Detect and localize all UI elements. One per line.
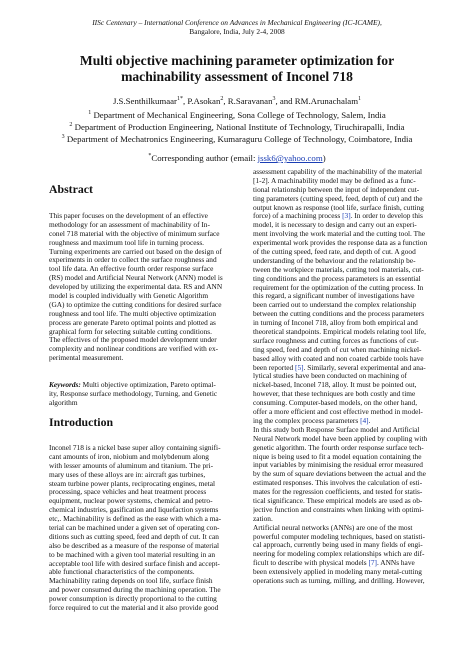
body-line: jective function and constraints when linking with optimi- <box>253 505 424 514</box>
paper-title-line1: Multi objective machining parameter optimization for <box>79 53 395 68</box>
body-line: zation. <box>253 514 273 523</box>
body-line: ting conditions and the process parameters is an essential <box>253 274 421 283</box>
body-line: in turning of Inconel 718, alloy from both empirical and <box>253 319 418 328</box>
keywords-line: Keywords: Multi objective optimization, Pareto optimal- <box>49 381 216 389</box>
introduction-line: Machinability rating depends on tool life, surface finish <box>49 577 213 586</box>
abstract-line: (GA) to optimize the cutting conditions for desired surface <box>49 300 222 309</box>
introduction-line: ditions such as cutting speed, feed and depth of cut. It can <box>49 532 219 541</box>
introduction-heading: Introduction <box>49 415 114 429</box>
introduction-line: acceptable tool life with desired surface finish and accept- <box>49 559 220 568</box>
body-line: genetic algorithm. The fourth order response surface tech- <box>253 443 424 452</box>
body-line: powerful computer modeling techniques, based on statisti- <box>253 532 425 541</box>
body-line: been extensively applied in modeling many metal-cutting <box>253 568 422 577</box>
keywords-label: Keywords: <box>49 381 81 389</box>
body-line: In this study both Response Surface model and Artificial <box>253 425 420 434</box>
paper-title-line2: machinability assessment of Inconel 718 <box>121 69 353 84</box>
abstract-heading: Abstract <box>49 182 93 196</box>
body-line: lytical studies have been conducted on machining of <box>253 372 407 381</box>
body-line: ing the complex process parameters [4]. <box>253 416 371 425</box>
abstract-line: conel 718 material with the objective of minimum surface <box>49 229 220 238</box>
abstract-line: roughness and maximum tool life in turning process. <box>49 238 205 247</box>
body-line: consuming. Computer-based models, on the other hand, <box>253 399 418 408</box>
body-line: this regard, a significant number of investigations have <box>253 292 415 301</box>
abstract-line: developed by utilizing the experimental data. RS and ANN <box>49 283 223 292</box>
body-line: force) of a machining process [3]. In order to develop this <box>253 212 423 221</box>
introduction-line: cant amounts of iron, niobium and molybdenum along <box>49 452 209 461</box>
abstract-line: tool life data. An effective fourth order response surface <box>49 265 214 274</box>
body-line: ment involving the work material and the cutting tool. The <box>253 230 425 239</box>
body-line: been reported [5]. Similarly, several experimental and ana- <box>253 363 426 372</box>
body-line: understanding of the behaviour and the relationship be- <box>253 256 416 265</box>
corresponding-author: *Corresponding author (email: jssk6@yahoo.com) <box>148 152 326 163</box>
body-line: nique is being used to fit a model equation containing the <box>253 452 422 461</box>
abstract-line: model is coupled individually with Genetic Algorithm <box>49 292 209 301</box>
body-line: experimental work provides the response data as a function <box>253 239 428 248</box>
abstract-line: methodology for an assessment of machinability of In- <box>49 220 210 229</box>
introduction-line: power consumption is directly proportional to the cutting <box>49 595 217 604</box>
body-line: [1-2]. A machinability model may be defined as a func- <box>253 176 416 185</box>
body-line: ting speed, feed and depth of cut when machining nickel- <box>253 345 422 354</box>
introduction-line: force required to cut the material and it also provide good <box>49 604 219 613</box>
body-line: by the sum of square deviations between the actual and the <box>253 470 426 479</box>
body-line: offer a more efficient and cost effective method in model- <box>253 408 423 417</box>
body-line: Artificial neural networks (ANNs) are one of the most <box>253 523 413 532</box>
citation-link[interactable]: [7] <box>368 559 378 568</box>
introduction-line: to be machined with a given tool material resulting in an <box>49 550 216 559</box>
introduction-line: chemical industries, gasification and liquefaction systems <box>49 506 219 515</box>
abstract-line: process are generate Pareto optimal points and plotted as <box>49 318 216 327</box>
body-line: model, it is necessary to design and carry out an experi- <box>253 221 417 230</box>
conference-header-line1: IISc Centenary – International Conference on Advances in Mechanical Engineering (IC-ICAME), <box>92 18 382 27</box>
body-line: requirement for the optimization of the cutting process. In <box>253 283 424 292</box>
affiliation-1: $^1$ Department of Mechanical Engineering, Sona College of Technology, Salem, India <box>88 109 386 120</box>
body-line: neering for modeling complex relationships which are dif- <box>253 550 425 559</box>
introduction-line: Inconel 718 is a nickel base super alloy containing signifi- <box>49 444 221 452</box>
conference-header-line2: Bangalore, India, July 2-4, 2008 <box>189 27 285 36</box>
body-line: surface roughness and cutting forces as functions of cut- <box>253 336 419 345</box>
introduction-line: equipment, nuclear power systems, chemical and petro- <box>49 497 213 506</box>
abstract-line: experiments in order to collect the surface roughness and <box>49 256 217 265</box>
introduction-line: mary uses of these alloys are in: aircraft gas turbines, <box>49 470 206 479</box>
body-line: ficult to describe with physical models [7]. ANNs have <box>253 559 415 568</box>
abstract-line: complexity and nonlinear conditions are verified with ex- <box>49 345 219 354</box>
body-line: input variables by minimising the residual error measured <box>253 461 423 470</box>
email-link[interactable]: jssk6@yahoo.com <box>257 153 323 163</box>
body-line: based alloy with coated and non coated carbide tools have <box>253 354 424 363</box>
body-line: tween the workpiece materials, cutting tool materials, cut- <box>253 265 424 274</box>
body-line: ting parameters (cutting speed, feed, depth of cut) and the <box>253 194 423 203</box>
body-line: output known as response (tool life, surface finish, cutting <box>253 203 424 212</box>
abstract-line: (RS) model and Artificial Neural Network (ANN) model is <box>49 274 223 283</box>
body-line: between the cutting conditions and the process parameters <box>253 310 425 319</box>
body-line: been carried out to understand the complex relationship <box>253 301 417 310</box>
abstract-line: This paper focuses on the development of an effective <box>49 212 208 220</box>
abstract-line: Turning experiments are carried out based on the design of <box>49 247 222 256</box>
introduction-line: and power consumed during the machining operation. The <box>49 586 221 595</box>
body-line: theoretical standpoints. Empirical models relating tool life, <box>253 328 426 337</box>
body-line: cal approach, currently being used in many fields of engi- <box>253 541 423 550</box>
body-line: estimated responses. This involves the calculation of esti- <box>253 479 423 488</box>
body-line: tional relationship between the input of independent cut- <box>253 185 420 194</box>
citation-link[interactable]: [3] <box>342 212 351 221</box>
keywords-line: ity, Response surface methodology, Turning, and Genetic <box>49 389 218 398</box>
abstract-line: perimental measurement. <box>49 354 124 363</box>
abstract-line: roughness and tool life. The multi objective optimization <box>49 309 217 318</box>
introduction-line: steam turbine power plants, reciprocating engines, metal <box>49 479 215 488</box>
citation-link[interactable]: [5] <box>295 363 304 372</box>
right-column-body <box>253 168 448 586</box>
body-line: operations such as turning, milling, and drilling. However, <box>253 576 425 585</box>
introduction-line: processing, space vehicles and heat treatment process <box>49 488 207 497</box>
body-line: mates for the regression coefficients, and tested for statis- <box>253 488 423 497</box>
abstract-line: The effectives of the proposed model development under <box>49 336 217 345</box>
body-line: nickel-based, Inconel 718, alloy. It must be pointed out, <box>253 381 417 390</box>
abstract-body <box>49 212 242 363</box>
abstract-line: graphical form for selecting suitable cutting conditions. <box>49 327 212 336</box>
affiliation-3: $^3$ Department of Mechatronics Engineering, Kumaraguru College of Technology, Coimbatore, India <box>61 133 413 144</box>
citation-link[interactable]: [4] <box>360 416 369 425</box>
body-line: Neural Network model have been applied by coupling with <box>253 434 428 443</box>
introduction-line: terial can be machined under a given set of operating con- <box>49 524 220 533</box>
keywords-line: algorithm <box>49 398 78 407</box>
introduction-line: with lesser amounts of aluminum and titanium. The pri- <box>49 461 214 470</box>
body-line: however, that these techniques are both costly and time <box>253 390 416 399</box>
body-line: of the cutting speed, feed rate, and depth of cut. A good <box>253 248 416 257</box>
introduction-line: also be described as a measure of the response of material <box>49 541 220 550</box>
introduction-line: etc,. Machinability is defined as the ease with which a ma- <box>49 515 222 524</box>
body-line: assessment capability of the machinability of the material <box>253 168 423 176</box>
affiliation-2: $^2$ Department of Production Engineering, National Institute of Technology, Tiruchirapalli, India <box>69 121 405 132</box>
keywords-block <box>49 381 242 408</box>
author-list: J.S.Senthilkumaar$^{1*}$, P.Asokan$^2$, R.Saravanan$^3$, and RM.Arunachalam$^1$ <box>112 95 362 106</box>
introduction-line: able functional characteristics of the components. <box>49 568 195 577</box>
body-line: tical significance. These empirical models are used as ob- <box>253 496 423 505</box>
introduction-body <box>49 444 242 613</box>
